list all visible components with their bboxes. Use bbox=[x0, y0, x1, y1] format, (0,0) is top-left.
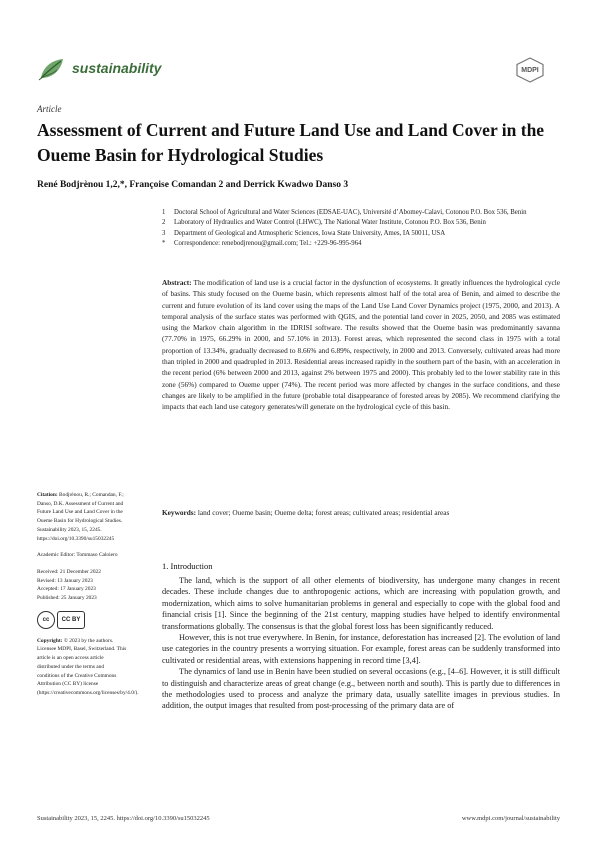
citation bbox=[37, 491, 127, 543]
abstract bbox=[162, 277, 560, 413]
footer-citation: Sustainability 2023, 15, 2245. https://doi.org/10.3390/su15032245 bbox=[37, 815, 210, 822]
body-text bbox=[162, 575, 560, 712]
correspondence bbox=[162, 239, 562, 249]
affiliation-3 bbox=[162, 229, 562, 239]
affiliation-number: 2 bbox=[162, 219, 166, 227]
affiliation-1 bbox=[162, 208, 562, 218]
copyright bbox=[37, 637, 139, 698]
date-accepted: Accepted: 17 January 2023 bbox=[37, 586, 96, 593]
article-title: Assessment of Current and Future Land Use and Land Cover in the Oueme Basin for Hydrological Studies bbox=[37, 120, 545, 165]
citation-text: Bodjrènou, R.; Comandan, F.; Danso, D.K. Assessment of Current and Future Land Use and Land Cover in the Oueme Basin for Hydrological Studies. Sustainability 2023, 15, 2245. https://doi.org/10.3390/su15032245 bbox=[37, 492, 124, 542]
date-published: Published: 25 January 2023 bbox=[37, 595, 97, 602]
paragraph: However, this is not true everywhere. In Benin, for instance, deforestation has increased [2]. The evolution of land use categories in the country presents a worrying situation. For example, forest areas can be suddenly transformed into cultivated or residential areas, with extensions happening in record time [3,4]. bbox=[162, 633, 560, 665]
affiliations bbox=[162, 208, 562, 250]
sidebar bbox=[37, 491, 139, 698]
date-revised: Revised: 13 January 2023 bbox=[37, 577, 93, 584]
cc-by-license-logo[interactable] bbox=[37, 611, 127, 629]
citation-label: Citation: bbox=[37, 492, 58, 498]
copyright-label: Copyright: bbox=[37, 637, 63, 644]
keywords-label: Keywords: bbox=[162, 508, 197, 517]
date-received: Received: 21 December 2022 bbox=[37, 568, 101, 575]
journal-leaf-logo-icon bbox=[37, 56, 67, 82]
publisher-logo bbox=[515, 57, 545, 83]
keywords-text: land cover; Oueme basin; Oueme delta; forest areas; cultivated areas; residential areas bbox=[197, 508, 450, 517]
affiliation-number: 1 bbox=[162, 209, 166, 216]
keywords bbox=[162, 508, 560, 517]
section-heading: 1. Introduction bbox=[162, 561, 213, 571]
abstract-text: The modification of land use is a crucial factor in the dysfunction of ecosystems. It greatly influences the hydrological cycle of basins. This study focused on the Oueme basin, which represents almost half of the total area of Benin, and aimed to describe the current and future evolution of its land cover using the maps of the Land Use Land Cover Dynamics project (1975, 2000, and 2013). A temporal analysis of the surface states was performed with QGIS, and the potential land cover in 2025, 2050, and 2085 was estimated using the Markov chain algorithm in the IDRISI software. The results showed that the Oueme basin was predominantly savanna (77.70% in 1975, 66.29% in 2000, and 57.10% in 2013). Forest areas, which represented the second class in 1975 with a total proportion of 13.34%, gradually decreased to 8.66% and 6.89%, respectively, in 2000 and 2013. Conversely, cultivated areas had more than tripled in 2000 and quadrupled in 2013. Residential areas increased rapidly in the southern part of the basin, with an acceleration in the recent period (6% between 2000 and 2013, against 2% between 1975 and 2000). This probably led to the lower stability rate in this zone (56%) compared to Oueme upper (74%). The recent period was more affected by changes in the surface conditions, and these changes are likely to be amplified in the future (probable total disappearance of forested areas by 2085). We recommend clarifying the impacts that each land use category generates/will generate on the hydrological cycle of this basin. bbox=[162, 278, 560, 412]
abstract-label: Abstract: bbox=[162, 278, 192, 287]
paragraph: The dynamics of land use in Benin have been studied on several occasions (e.g., [4–6]. However, it is still difficult to distinguish and characterize areas of great change (e.g., between north and south). This is partly due to differences in the methodologies used to process and analyze the primary data, usually satellite images in previous studies. In addition, the output images that resulted from post-processing of the primary data are of bbox=[162, 667, 560, 711]
copyright-text: © 2023 by the authors. Licensee MDPI, Basel, Switzerland. This article is an open access article distributed under the terms and conditions of the Creative Commons Attribution (CC BY) license (https://creativecommons.org/licenses/by/4.0/). bbox=[37, 637, 139, 696]
publisher-logo-text: MDPI bbox=[521, 67, 539, 74]
affiliation-text: Laboratory of Hydraulics and Water Control (LHWC), The National Water Institute, Cotonou P.O. Box 536, Benin bbox=[174, 219, 486, 227]
correspondence-text: Correspondence: renebodjrenou@gmail.com; Tel.: +229-96-995-964 bbox=[174, 240, 362, 248]
author-list: René Bodjrènou 1,2,*, Françoise Comandan 2 and Derrick Kwadwo Danso 3 bbox=[37, 180, 349, 190]
affiliation-text: Doctoral School of Agricultural and Water Sciences (EDSAE-UAC), Université d’Abomey-Calavi, Cotonou P.O. Box 536, Benin bbox=[174, 209, 527, 216]
footer-journal-url[interactable]: www.mdpi.com/journal/sustainability bbox=[461, 815, 560, 822]
affiliation-number: * bbox=[162, 240, 166, 248]
affiliation-text: Department of Geological and Atmospheric Sciences, Iowa State University, Ames, IA 50011, USA bbox=[174, 229, 446, 237]
cc-logo-text: CC BY bbox=[57, 611, 85, 629]
paragraph: The land, which is the support of all other elements of biodiversity, has undergone many changes in recent decades. These include changes due to anthropogenic actions, which are increasing with population growth, and modernization, which aims to solve humanitarian problems in general and especially to cope with the global food and financial crisis [1]. Since the beginning of the 21st century, mapping studies have helped to identify environmental transformations globally. The consensus is that the global forest loss has been significantly reduced. bbox=[162, 576, 560, 631]
article-type: Article bbox=[37, 104, 62, 114]
cc-icon: cc bbox=[37, 611, 55, 629]
affiliation-2 bbox=[162, 218, 562, 228]
journal-name: sustainability bbox=[72, 60, 162, 76]
affiliation-number: 3 bbox=[162, 229, 166, 237]
academic-editor: Academic Editor: Tommaso Caloiero bbox=[37, 552, 118, 559]
